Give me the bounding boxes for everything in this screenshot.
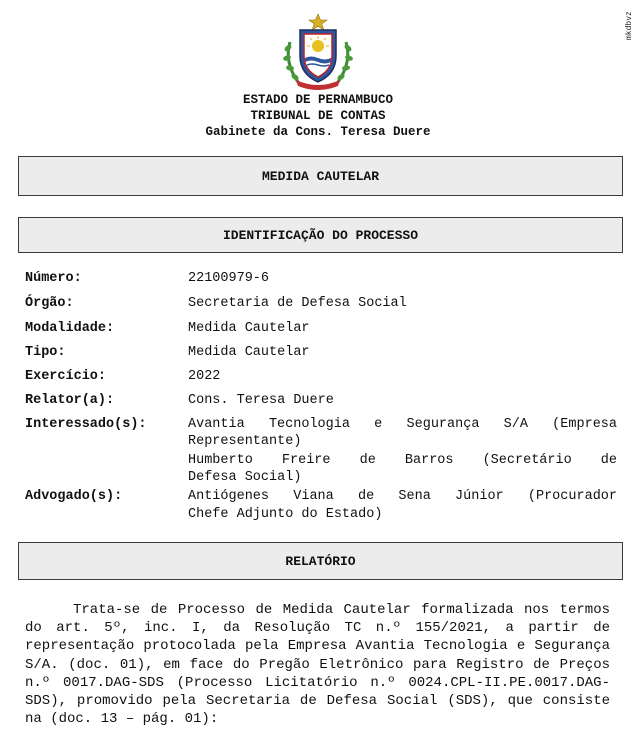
side-verification-code: mkdbvz [625, 11, 634, 41]
section-medida-cautelar [18, 156, 623, 196]
orgao-label: Órgão: [25, 296, 74, 311]
orgao-value: Secretaria de Defesa Social [188, 296, 407, 311]
tipo-value: Medida Cautelar [188, 345, 310, 360]
header-cabinet: Gabinete da Cons. Teresa Duere [205, 125, 431, 139]
interessado-2-line-1: Humberto Freire de Barros (Secretário de [188, 453, 617, 468]
relatorio-paragraph: Trata-se de Processo de Medida Cautelar formalizada nos termos do art. 5º, inc. I, da Resolução TC n.º 155/2021, a partir de representação protocolada pela Empresa Avantia Tecnologia e Segurança S/A. (doc. 01), em face do Pregão Eletrônico para Registro de Preços n.º 0017.DAG-SDS (Processo Licitatório n.º 0024.CPL-II.PE.0017.DAG-SDS), promovido pela Secretaria de Defesa Social (SDS), que consiste na (doc. 13 – pág. 01): [25, 602, 610, 728]
header-tribunal: TRIBUNAL DE CONTAS [250, 109, 386, 123]
section-identificacao-title: IDENTIFICAÇÃO DO PROCESSO [222, 227, 419, 243]
modalidade-label: Modalidade: [25, 321, 115, 336]
modalidade-value: Medida Cautelar [188, 321, 310, 336]
exercicio-value: 2022 [188, 369, 221, 384]
interessado-2-line-2: Defesa Social) [188, 470, 302, 485]
section-relatorio-title: RELATÓRIO [285, 553, 356, 569]
section-relatorio [18, 542, 623, 580]
interessado-1-line-1: Avantia Tecnologia e Segurança S/A (Empresa [188, 417, 617, 432]
numero-value: 22100979-6 [188, 271, 270, 286]
tipo-label: Tipo: [25, 345, 66, 360]
relator-label: Relator(a): [25, 393, 115, 408]
section-medida-cautelar-title: MEDIDA CAUTELAR [261, 168, 380, 184]
relator-value: Cons. Teresa Duere [188, 393, 334, 408]
interessado-1-line-2: Representante) [188, 434, 302, 449]
section-identificacao [18, 217, 623, 253]
advogado-line-1: Antiógenes Viana de Sena Júnior (Procurador [188, 489, 617, 504]
coat-of-arms-emblem [280, 12, 356, 90]
header-state: ESTADO DE PERNAMBUCO [242, 93, 394, 107]
exercicio-label: Exercício: [25, 369, 107, 384]
interessados-label: Interessado(s): [25, 417, 147, 432]
advogado-line-2: Chefe Adjunto do Estado) [188, 507, 383, 522]
advogados-label: Advogado(s): [25, 489, 123, 504]
numero-label: Número: [25, 271, 82, 286]
